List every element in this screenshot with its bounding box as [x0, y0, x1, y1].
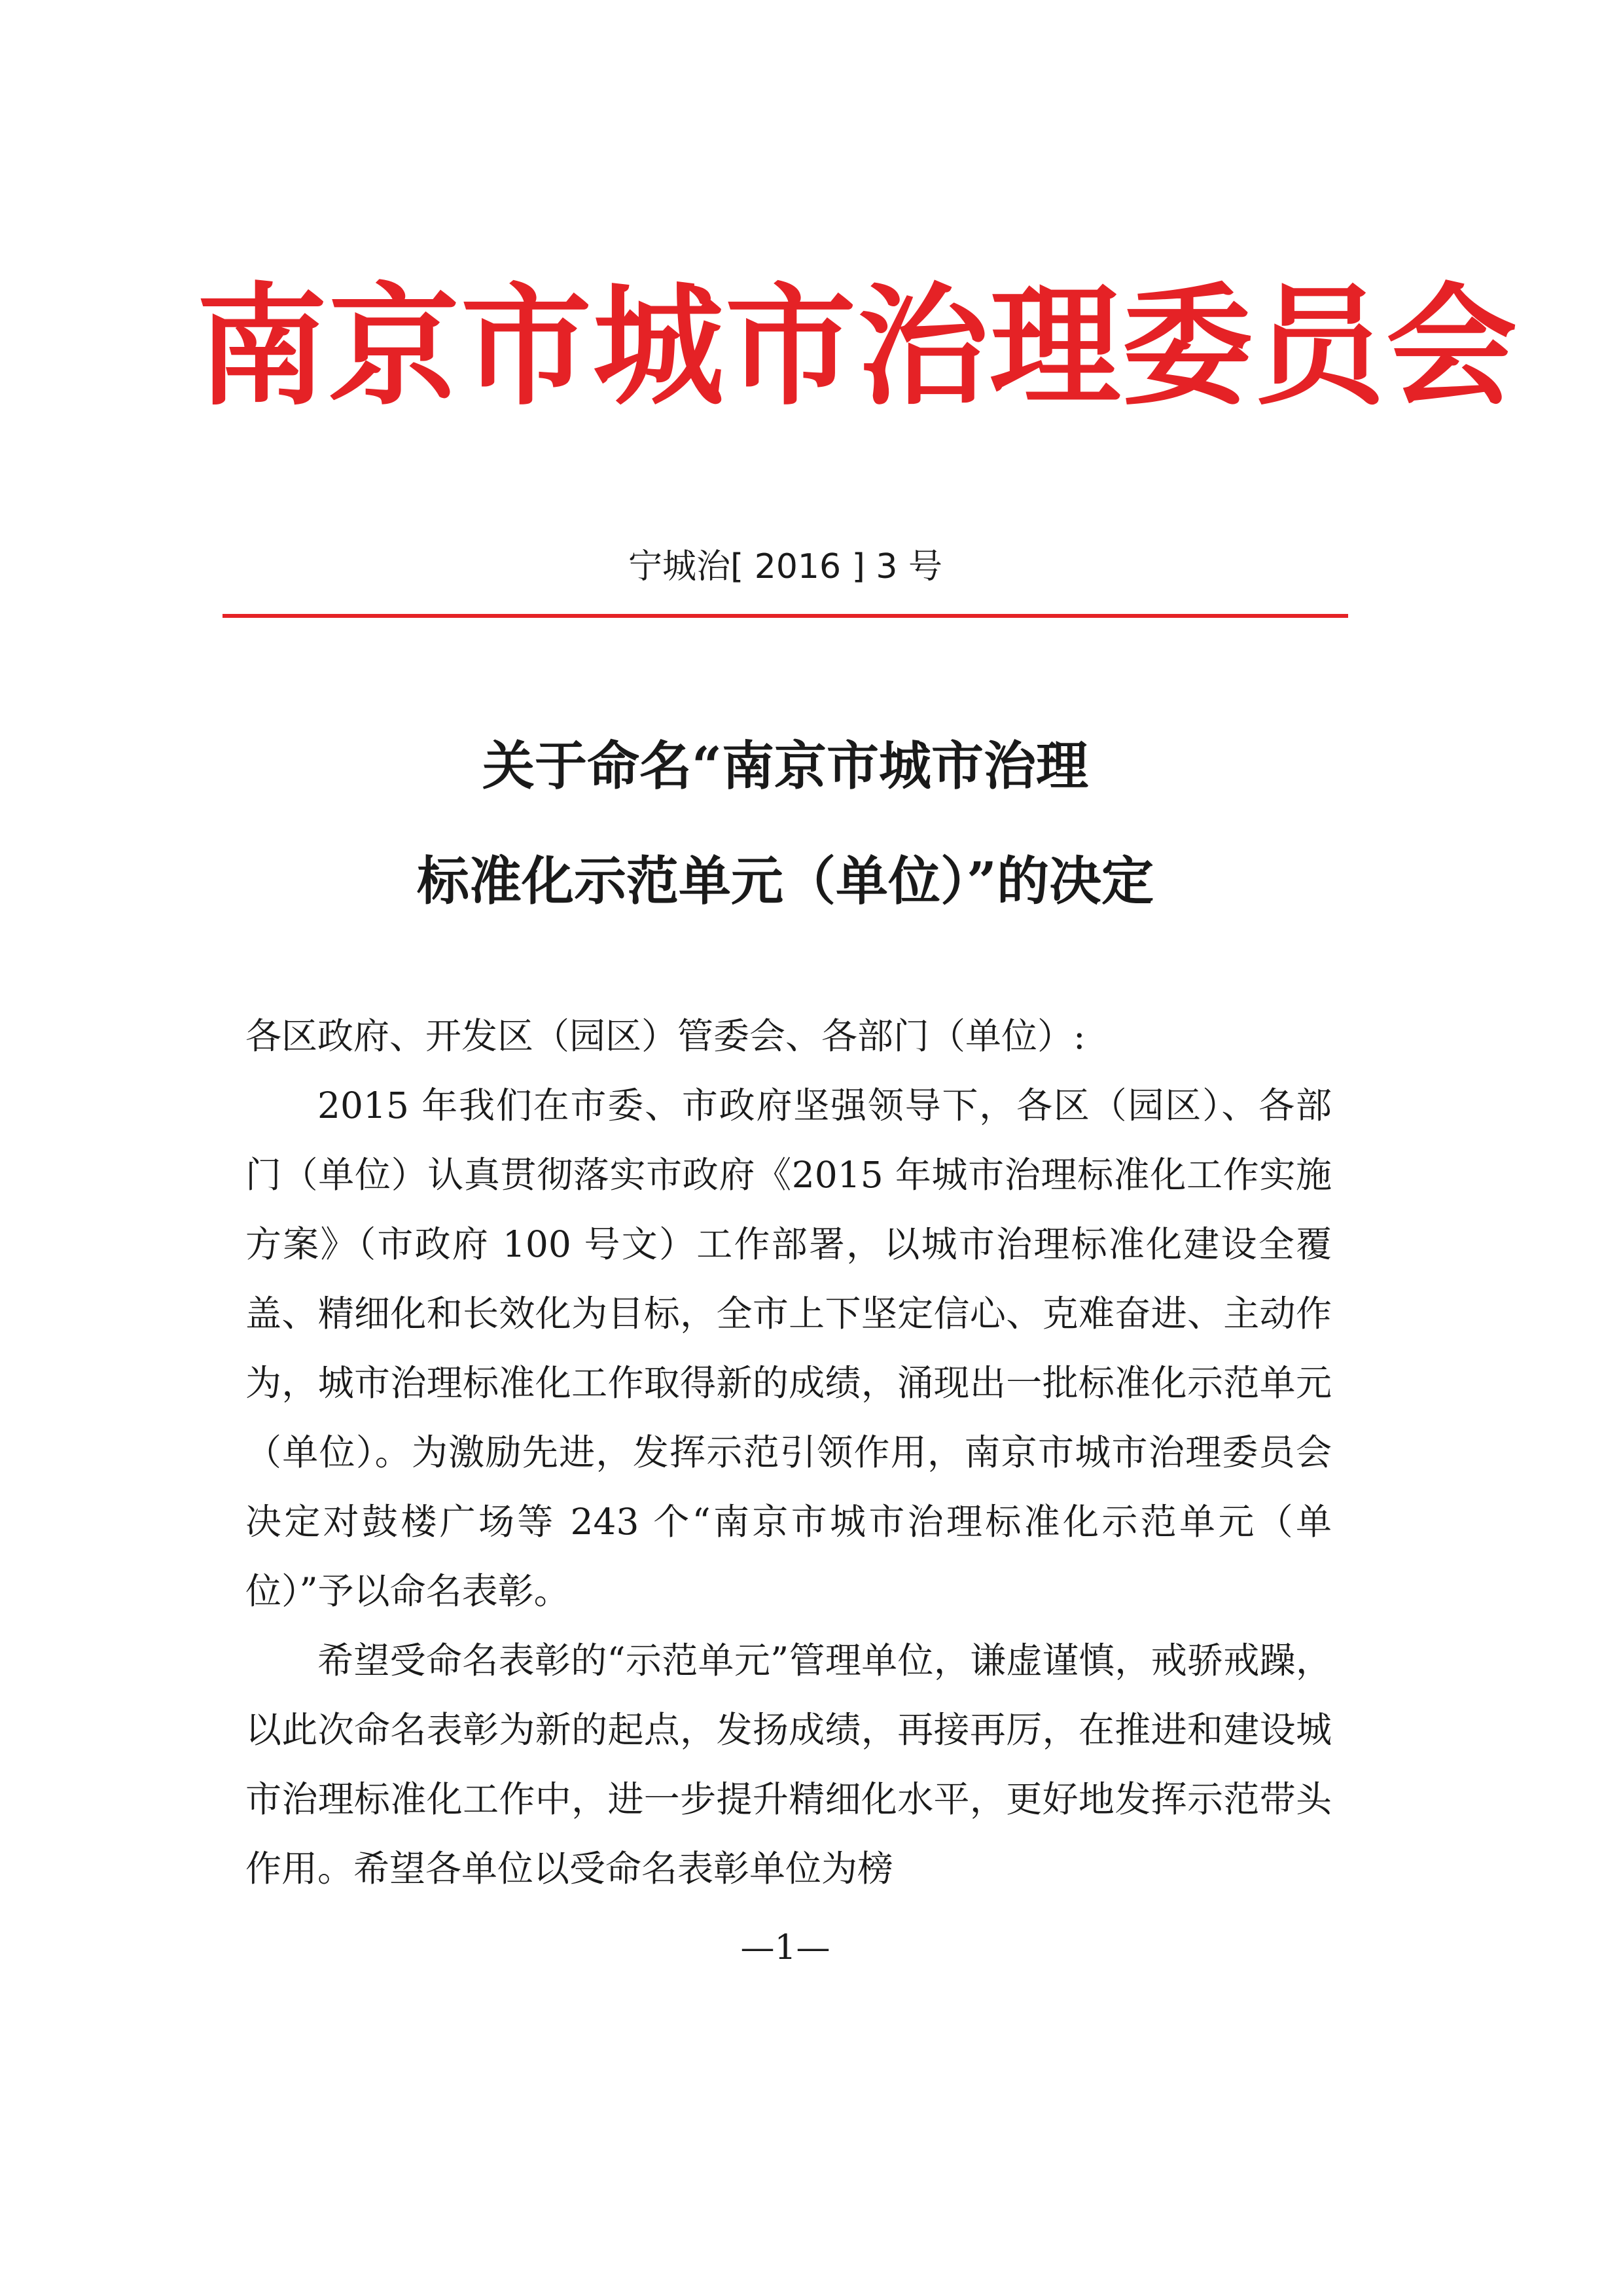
salutation: 各区政府、开发区（园区）管委会、各部门（单位）:: [245, 1015, 1086, 1057]
document-title: [223, 735, 1348, 912]
document-title-line-2: 标准化示范单元（单位）”的决定: [416, 850, 1154, 912]
body-paragraph-2: 希望受命名表彰的“示范单元”管理单位，谦虚谨慎，戒骄戒躁，以此次命名表彰为新的起点，发扬成绩，再接再厉，在推进和建设城市治理标准化工作中，进一步提升精细化水平，更好地发挥示范带头作用。希望各单位以受命名表彰单位为榜: [245, 1640, 1332, 1890]
document-body: [245, 1001, 1332, 1903]
body-paragraph-1: 2015 年我们在市委、市政府坚强领导下，各区（园区）、各部门（单位）认真贯彻落实市政府《2015 年城市治理标准化工作实施方案》（市政府 100 号文）工作部署，以城市治理标准化建设全覆盖、精细化和长效化为目标，全市上下坚定信心、克难奋进、主动作为，城市治理标准化工作取得新的成绩，涌现出一批标准化示范单元（单位）。为激励先进，发挥示范引领作用，南京市城市治理委员会决定对鼓楼广场等 243 个“南京市城市治理标准化示范单元（单位）”予以命名表彰。: [245, 1085, 1332, 1612]
document-title-line-1: 关于命名“南京市城市治理: [482, 735, 1088, 797]
page-number: —1—: [740, 1928, 830, 1967]
issuing-organization-header: 南京市城市治理委员会: [196, 270, 1519, 423]
red-divider-line: [223, 614, 1348, 618]
document-number: 宁城治[ 2016 ] 3 号: [628, 547, 943, 586]
